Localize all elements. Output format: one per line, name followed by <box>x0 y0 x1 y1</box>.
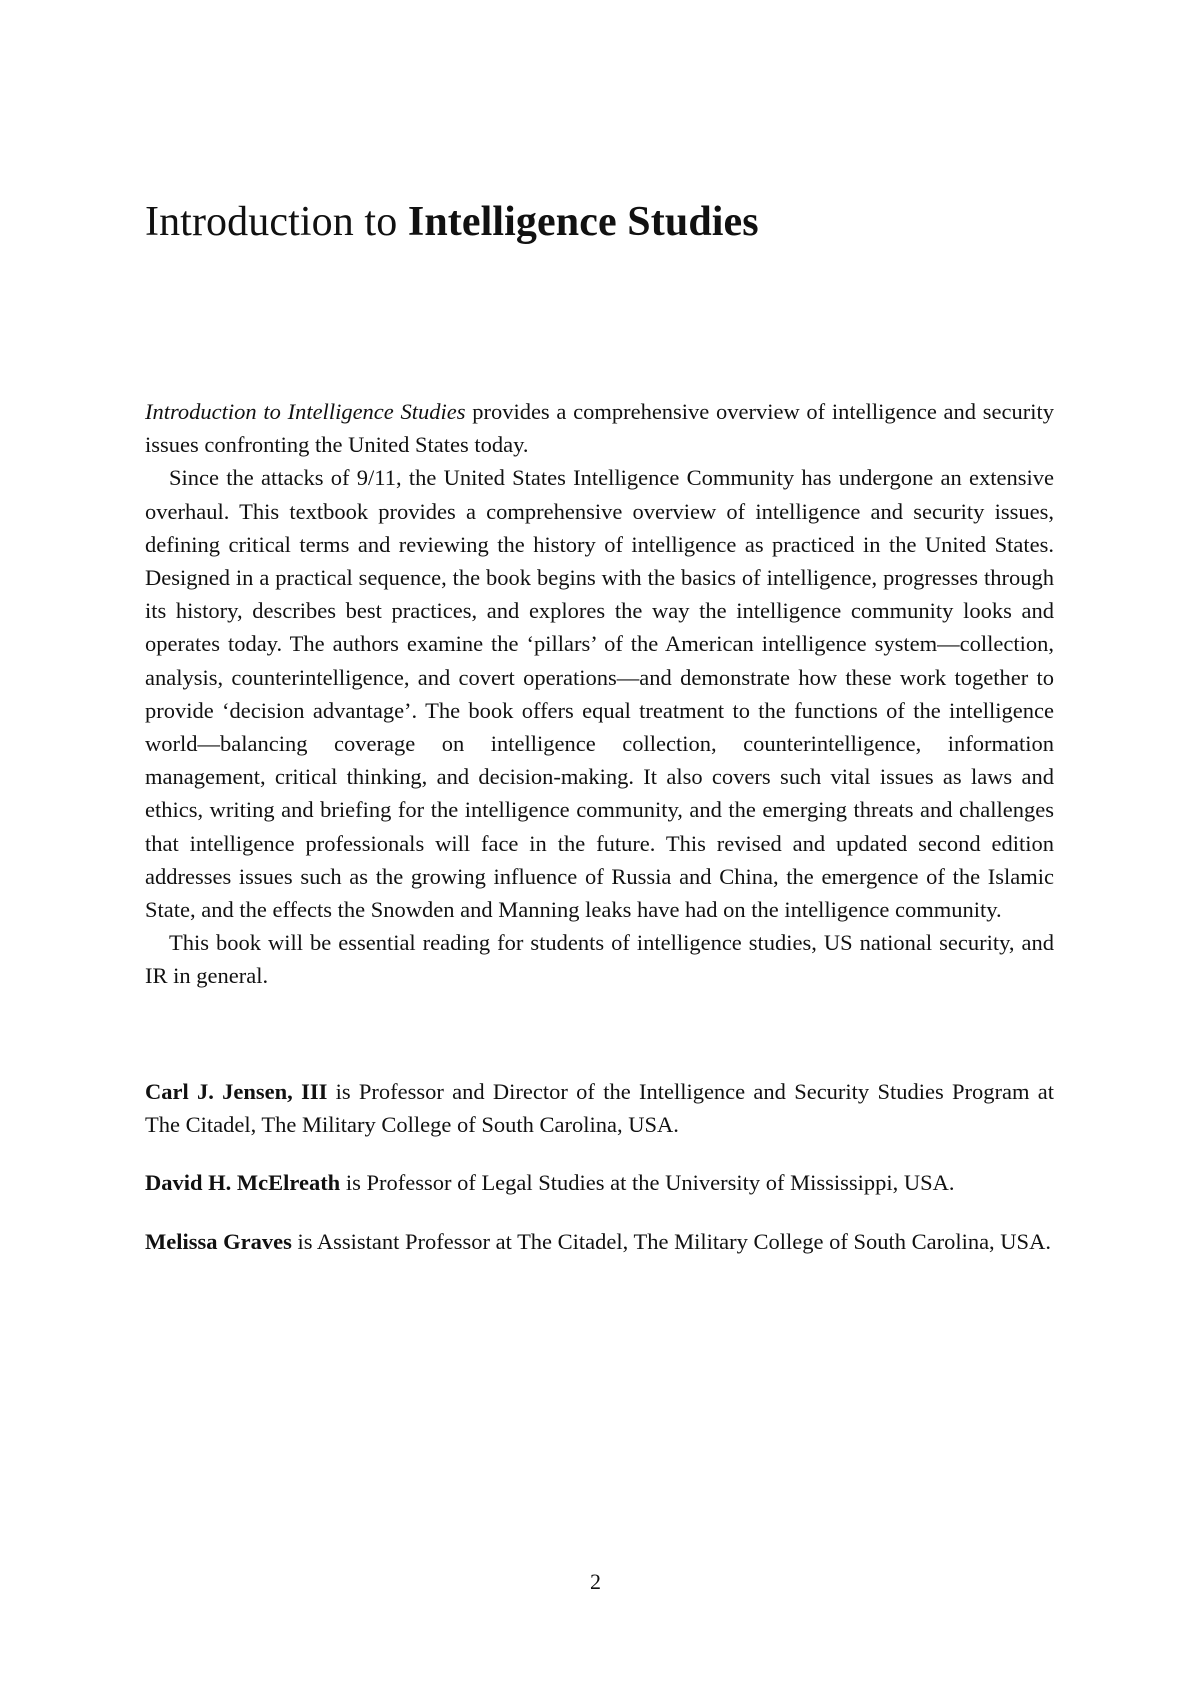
description-paragraph-1-text: provides a comprehensive overview of intelligence and security issues confronting the United States today. <box>145 399 1054 458</box>
book-description <box>145 395 1054 993</box>
author-name: David H. McElreath <box>145 1170 341 1196</box>
title-regular: Introduction to <box>145 199 408 245</box>
author-bio <box>145 1075 1054 1141</box>
author-bio <box>145 1166 1054 1199</box>
book-title-italic: Introduction to Intelligence Studies <box>145 399 466 424</box>
author-description: is Assistant Professor at The Citadel, The Military College of South Carolina, USA. <box>291 1228 1051 1254</box>
description-paragraph-2: Since the attacks of 9/11, the United States Intelligence Community has undergone an extensive overhaul. This textbook provides a comprehensive overview of intelligence and security issues, defining critical terms and reviewing the history of intelligence as practiced in the United States. Designed in a practical sequence, the book begins with the basics of intelligence, progresses through its history, describes best practices, and explores the way the intelligence community looks and operates today. The authors examine the ‘pillars’ of the American intelligence system—collection, analysis, counterintelligence, and covert operations—and demonstrate how these work together to provide ‘decision advantage’. The book offers equal treatment to the functions of the intelligence world—balancing coverage on intelligence collection, counterintelligence, information management, critical thinking, and decision-making. It also covers such vital issues as laws and ethics, writing and briefing for the intelligence community, and the emerging threats and challenges that intelligence professionals will face in the future. This revised and updated second edition addresses issues such as the growing influence of Russia and China, the emergence of the Islamic State, and the effects the Snowden and Manning leaks have had on the intelligence community. <box>145 465 1054 923</box>
page-title <box>145 196 759 248</box>
title-bold: Intelligence Studies <box>407 199 759 245</box>
description-paragraph-1 <box>145 395 1054 461</box>
author-bios <box>145 1075 1054 1283</box>
author-name: Melissa Graves <box>145 1228 292 1254</box>
author-description: is Professor of Legal Studies at the University of Mississippi, USA. <box>340 1170 955 1196</box>
page-number: 2 <box>590 1569 601 1594</box>
author-name: Carl J. Jensen, III <box>145 1079 328 1104</box>
author-bio <box>145 1225 1054 1258</box>
description-paragraph-3: This book will be essential reading for students of intelligence studies, US national security, and IR in general. <box>145 930 1054 989</box>
author-description: is Professor and Director of the Intelligence and Security Studies Program at The Citadel, The Military College of South Carolina, USA. <box>145 1079 1054 1138</box>
